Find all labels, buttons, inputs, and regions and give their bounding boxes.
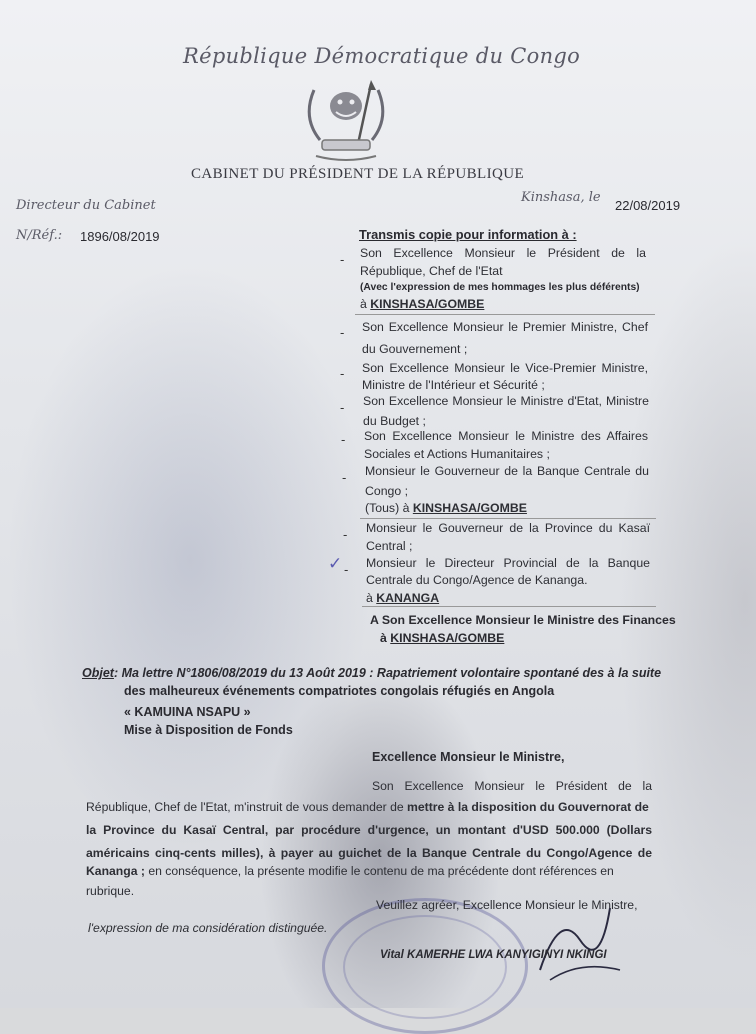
list-item-line: du Budget ;: [363, 414, 426, 428]
divider: [362, 606, 656, 607]
republic-heading: République Démocratique du Congo: [183, 44, 581, 68]
list-item-line: Son Excellence Monsieur le Ministre d'Etat, Ministre: [363, 394, 649, 408]
destination: KANANGA: [376, 591, 440, 605]
list-dash: -: [340, 252, 345, 267]
objet-line: : Ma lettre N°1806/08/2019 du 13 Août 2019 : Rapatriement volontaire spontané des à la suite: [113, 666, 662, 680]
list-dash: -: [341, 432, 346, 447]
paragraph-emphasis: mettre à la disposition du Gouvernorat de: [407, 800, 649, 814]
cabinet-title: CABINET DU PRÉSIDENT DE LA RÉPUBLIQUE: [191, 166, 525, 182]
list-item-line: Central ;: [366, 539, 413, 553]
list-item-note: (Avec l'expression de mes hommages les plus déférents): [360, 282, 640, 293]
paragraph-text: en conséquence, la présente modifie le contenu de ma précédente dont références en: [148, 864, 614, 878]
city-label: Kinshasa, le: [521, 190, 601, 205]
destination: KINSHASA/GOMBE: [390, 631, 505, 645]
closing-line: l'expression de ma considération distinguée.: [88, 921, 328, 935]
closing-line: Veuillez agréer, Excellence Monsieur le Ministre,: [376, 898, 638, 912]
list-item-line: Monsieur le Gouverneur de la Banque Centrale du: [365, 464, 649, 478]
list-item-line: Centrale du Congo/Agence de Kananga.: [366, 573, 588, 587]
transmis-heading: Transmis copie pour information à :: [359, 227, 577, 242]
list-item-line: Ministre de l'Intérieur et Sécurité ;: [362, 378, 545, 392]
list-dash: -: [340, 325, 345, 340]
objet-line: Mise à Disposition de Fonds: [124, 723, 293, 737]
list-item-line: Congo ;: [365, 484, 409, 498]
destination: KINSHASA/GOMBE: [370, 297, 485, 311]
list-dash: -: [340, 366, 345, 381]
letter-date: 22/08/2019: [615, 198, 681, 213]
divider: [355, 314, 655, 315]
list-item-line: Son Excellence Monsieur le Président de la: [360, 246, 646, 260]
list-item-line: République, Chef de l'Etat: [360, 264, 503, 278]
objet-line: des malheureux événements compatriotes congolais réfugiés en Angola: [124, 684, 555, 698]
list-item-line: Monsieur le Gouverneur de la Province du Kasaï: [366, 521, 650, 535]
salutation: Excellence Monsieur le Ministre,: [372, 750, 565, 764]
paragraph-line: américains cinq-cents milles), à payer au guichet de la Banque Centrale du Congo/Agence de: [86, 846, 652, 860]
dest-prefix: (Tous) à: [365, 501, 413, 515]
list-item-line: Son Excellence Monsieur le Ministre des Affaires: [364, 429, 648, 443]
paragraph-emphasis: Kananga ;: [86, 864, 149, 878]
objet-label: Objet: [82, 666, 114, 680]
dest-prefix: à: [360, 297, 371, 311]
coat-of-arms-icon: [296, 78, 396, 164]
signature-icon: [520, 900, 630, 990]
dest-prefix: à: [380, 631, 391, 645]
official-stamp-icon: [322, 898, 528, 1034]
list-item-line: Son Excellence Monsieur le Premier Ministre, Chef: [362, 320, 648, 334]
reference-number: 1896/08/2019: [80, 229, 160, 244]
list-item-line: du Gouvernement ;: [362, 342, 468, 356]
reference-label: N/Réf.:: [16, 228, 63, 243]
list-dash: -: [342, 470, 347, 485]
paragraph-line: la Province du Kasaï Central, par procédure d'urgence, un montant d'USD 500.000 (Dollars: [86, 823, 652, 837]
list-dash: -: [344, 562, 349, 577]
paragraph-text: République, Chef de l'Etat, m'instruit de vous demander de: [86, 800, 408, 814]
divider: [360, 518, 656, 519]
addressee-line: A Son Excellence Monsieur le Ministre des Finances: [370, 613, 676, 627]
list-dash: -: [340, 400, 345, 415]
list-item-line: Son Excellence Monsieur le Vice-Premier Ministre,: [362, 361, 648, 375]
director-label: Directeur du Cabinet: [16, 198, 156, 213]
list-dash: -: [343, 527, 348, 542]
dest-prefix: à: [366, 591, 377, 605]
signatory-name: Vital KAMERHE LWA KANYIGINYI NKINGI: [380, 949, 607, 961]
paragraph-line: Son Excellence Monsieur le Président de la: [372, 779, 652, 793]
checkmark-icon: ✓: [328, 554, 343, 573]
paragraph-line: rubrique.: [86, 884, 135, 898]
destination: KINSHASA/GOMBE: [412, 501, 527, 515]
objet-line: « KAMUINA NSAPU »: [124, 705, 251, 719]
list-item-line: Monsieur le Directeur Provincial de la Banque: [366, 556, 650, 570]
list-item-line: Sociales et Actions Humanitaires ;: [364, 447, 550, 461]
